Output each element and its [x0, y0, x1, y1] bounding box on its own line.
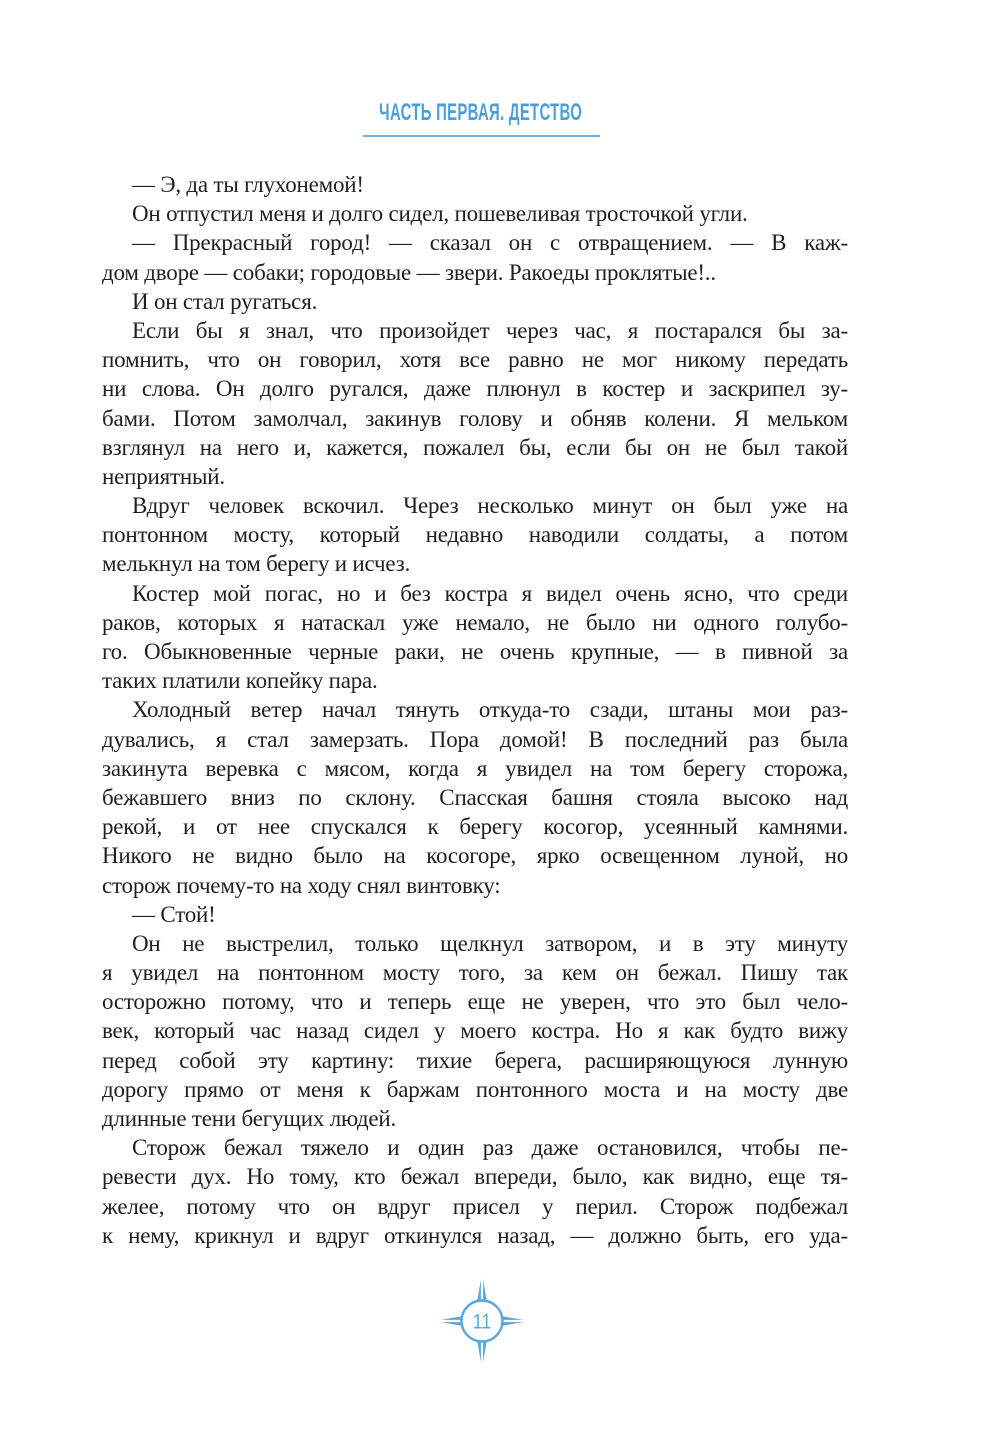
text-line: бами. Потом замолчал, закинув голову и обняв колени. Я мельком: [102, 405, 848, 431]
text-line: осторожно потому, что и теперь еще не уверен, что это был чело-: [102, 989, 848, 1015]
text-line: взглянул на него и, кажется, пожалел бы, если бы он не был такой: [102, 434, 848, 460]
text-line: ревести дух. Но тому, кто бежал впереди, было, как видно, еще тя-: [102, 1164, 848, 1190]
text-line: Он не выстрелил, только щелкнул затвором, и в эту минуту: [132, 930, 848, 956]
text-line: закинута веревка с мясом, когда я увидел на том берегу сторожа,: [102, 755, 848, 781]
text-line: — Стой!: [132, 901, 216, 927]
text-line: сторож почему-то на ходу снял винтовку:: [102, 872, 501, 898]
text-line: длинные тени бегущих людей.: [102, 1106, 397, 1131]
text-line: Вдруг человек вскочил. Через несколько минут он был уже на: [132, 493, 848, 519]
text-line: неприятный.: [102, 463, 225, 489]
text-line: Никого не видно было на косогоре, ярко освещенном луной, но: [102, 843, 848, 869]
text-line: я увидел на понтонном мосту того, за кем он бежал. Пишу так: [102, 960, 848, 986]
text-line: мелькнул на том берегу и исчез.: [102, 551, 411, 577]
paragraph: [102, 491, 848, 579]
paragraph: [102, 900, 848, 929]
chapter-header: [0, 99, 981, 137]
text-line: го. Обыкновенные черные раки, не очень крупные, — в пивной за: [102, 639, 848, 664]
paragraph: [102, 929, 848, 1133]
text-line: ни слова. Он долго ругался, даже плюнул в костер и заскрипел зу-: [102, 376, 848, 402]
text-line: И он стал ругаться.: [132, 288, 318, 314]
text-line: дом дворе — собаки; городовые — звери. Ракоеды проклятые!..: [102, 259, 716, 285]
paragraph: [102, 287, 848, 316]
chapter-title: ЧАСТЬ ПЕРВАЯ. ДЕТСТВО: [379, 99, 583, 126]
text-block: [102, 170, 848, 1250]
text-line: дувались, я стал замерзать. Пора домой! В последний раз была: [102, 726, 848, 752]
text-line: желее, потому что он вдруг присел у перил. Сторож подбежал: [102, 1193, 848, 1219]
text-line: бежавшего вниз по склону. Спасская башня стояла высоко над: [102, 784, 848, 810]
text-line: — Э, да ты глухонемой!: [132, 172, 364, 197]
text-line: перед собой эту картину: тихие берега, расширяющуюся лунную: [102, 1047, 848, 1073]
text-line: рекой, и от нее спускался к берегу косогор, усеянный камнями.: [102, 814, 848, 840]
paragraph: [102, 316, 848, 491]
text-line: к нему, крикнул и вдруг откинулся назад, — должно быть, его уда-: [102, 1222, 848, 1248]
text-line: раков, которых я натаскал уже немало, не было ни одного голубо-: [102, 609, 848, 635]
paragraph: [102, 199, 848, 228]
text-line: Холодный ветер начал тянуть откуда-то сзади, штаны мои раз-: [132, 697, 848, 723]
paragraph: [102, 170, 848, 199]
page-number: 11: [472, 1310, 492, 1334]
paragraph: [102, 1133, 848, 1250]
text-line: дорогу прямо от меня к баржам понтонного моста и на мосту две: [102, 1076, 848, 1102]
text-line: Костер мой погас, но и без костра я видел очень ясно, что среди: [132, 580, 848, 606]
text-line: век, который час назад сидел у моего костра. Но я как будто вижу: [102, 1018, 848, 1044]
text-line: понтонном мосту, который недавно наводили солдаты, а потом: [102, 522, 848, 548]
text-line: Сторож бежал тяжело и один раз даже остановился, чтобы пе-: [132, 1135, 848, 1161]
text-line: таких платили копейку пара.: [102, 668, 378, 694]
paragraph: [102, 228, 848, 286]
compass-ornament-icon: [432, 1271, 532, 1371]
chapter-rule: [363, 135, 600, 137]
text-line: — Прекрасный город! — сказал он с отвращением. — В каж-: [132, 230, 848, 256]
page-footer: [432, 1271, 532, 1371]
text-line: Он отпустил меня и долго сидел, пошевеливая тросточкой угли.: [132, 201, 748, 227]
paragraph: [102, 695, 848, 899]
paragraph: [102, 579, 848, 696]
text-line: Если бы я знал, что произойдет через час, я постарался бы за-: [132, 317, 848, 343]
text-line: помнить, что он говорил, хотя все равно не мог никому передать: [102, 347, 848, 373]
